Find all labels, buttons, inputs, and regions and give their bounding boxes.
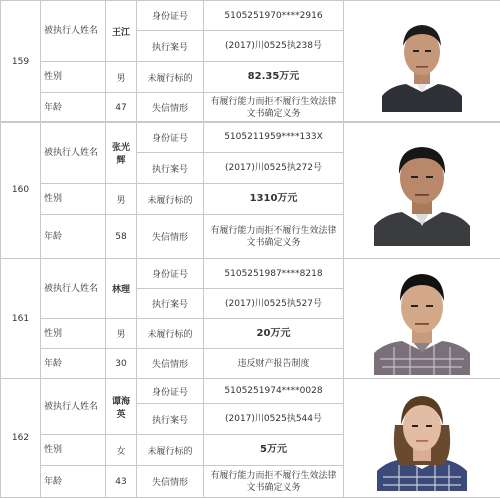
gender-label: 性别 [41,184,106,215]
gender-label: 性别 [41,319,106,349]
gender-value: 男 [106,62,137,93]
case-label: 执行案号 [137,404,204,435]
age-label: 年龄 [41,349,106,379]
id-number: 5105211959****133X [204,122,344,153]
case-label: 执行案号 [137,153,204,184]
person-name: 王江 [106,1,137,62]
behavior-label: 失信情形 [137,349,204,379]
record-table [0,258,500,379]
record-table [0,0,500,123]
record-number: 160 [1,122,41,259]
case-number: (2017)川0525执238号 [204,31,344,62]
gender-label: 性别 [41,435,106,466]
amount-value: 5万元 [204,435,344,466]
amount-label: 未履行标的 [137,184,204,215]
person-name: 谭海英 [106,379,137,435]
age-value: 47 [106,93,137,123]
portrait-cell [344,379,500,498]
age-value: 30 [106,349,137,379]
id-label: 身份证号 [137,1,204,31]
id-label: 身份证号 [137,379,204,404]
age-label: 年龄 [41,215,106,259]
amount-label: 未履行标的 [137,319,204,349]
case-number: (2017)川0525执544号 [204,404,344,435]
case-number: (2017)川0525执272号 [204,153,344,184]
gender-value: 男 [106,184,137,215]
behavior-value: 有履行能力而拒不履行生效法律文书确定义务 [204,93,344,123]
amount-value: 20万元 [204,319,344,349]
age-label: 年龄 [41,466,106,498]
id-label: 身份证号 [137,259,204,289]
person-name: 林理 [106,259,137,319]
name-label: 被执行人姓名 [41,259,106,319]
gender-label: 性别 [41,62,106,93]
case-number: (2017)川0525执527号 [204,289,344,319]
portrait-photo [382,12,462,112]
behavior-label: 失信情形 [137,466,204,498]
behavior-label: 失信情形 [137,215,204,259]
behavior-label: 失信情形 [137,93,204,123]
case-label: 执行案号 [137,289,204,319]
record-number: 162 [1,379,41,498]
name-label: 被执行人姓名 [41,122,106,184]
person-name: 张光辉 [106,122,137,184]
portrait-photo [374,263,470,375]
gender-value: 男 [106,319,137,349]
amount-label: 未履行标的 [137,62,204,93]
amount-label: 未履行标的 [137,435,204,466]
age-value: 43 [106,466,137,498]
behavior-value: 违反财产报告制度 [204,349,344,379]
case-label: 执行案号 [137,31,204,62]
id-label: 身份证号 [137,122,204,153]
behavior-value: 有履行能力而拒不履行生效法律文书确定义务 [204,466,344,498]
behavior-value: 有履行能力而拒不履行生效法律文书确定义务 [204,215,344,259]
record-table [0,121,500,259]
portrait-photo [377,385,467,491]
portrait-photo [374,134,470,246]
portrait-cell [344,122,500,259]
gender-value: 女 [106,435,137,466]
id-number: 5105251970****2916 [204,1,344,31]
id-number: 5105251987****8218 [204,259,344,289]
amount-value: 1310万元 [204,184,344,215]
portrait-cell [344,259,500,379]
portrait-cell [344,1,500,123]
name-label: 被执行人姓名 [41,1,106,62]
record-table [0,378,500,498]
record-number: 161 [1,259,41,379]
name-label: 被执行人姓名 [41,379,106,435]
age-value: 58 [106,215,137,259]
age-label: 年龄 [41,93,106,123]
id-number: 5105251974****0028 [204,379,344,404]
record-number: 159 [1,1,41,123]
amount-value: 82.35万元 [204,62,344,93]
